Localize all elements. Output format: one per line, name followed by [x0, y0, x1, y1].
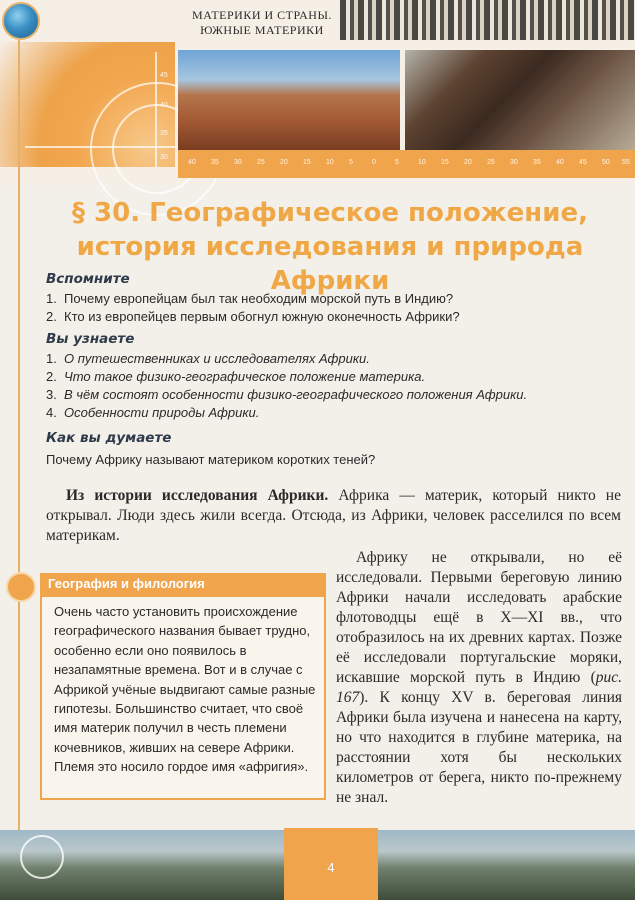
- section-line-1: МАТЕРИКИ И СТРАНЫ.: [192, 8, 332, 22]
- scale-number: 55: [622, 159, 630, 166]
- scale-number: 20: [464, 159, 472, 166]
- side-number: 35: [160, 130, 168, 137]
- history-paragraph: [336, 548, 622, 808]
- side-number: 40: [160, 102, 168, 109]
- recall-list: [46, 290, 626, 326]
- penguins-photo: [340, 0, 635, 40]
- title-line-2: история исследования и природа Африки: [76, 232, 584, 296]
- section-line-2: ЮЖНЫЕ МАТЕРИКИ: [200, 23, 324, 37]
- think-question: Почему Африку называют материком коротких теней?: [46, 452, 376, 467]
- scale-number: 0: [372, 159, 376, 166]
- think-heading: Как вы думаете: [46, 430, 172, 446]
- scale-number: 20: [280, 159, 288, 166]
- scale-number: 10: [418, 159, 426, 166]
- sidebox-text: Очень часто установить происхождение географического названия бывает трудно, особенно если оно появилось в незапамятные времена. Вот и в случае с Африкой учёные выдвигают самые разные гипотезы. Большинство считает, что своё имя материк получил в честь племени кочевников, живших на севере Африки. Племя это носило гордое имя «афригия».: [54, 604, 316, 775]
- list-item: 3. В чём состоят особенности физико-географического положения Африки.: [46, 387, 528, 402]
- scale-number: 40: [188, 159, 196, 166]
- list-item: 1. Почему европейцам был так необходим морской путь в Индию?: [46, 291, 454, 306]
- children-photo: [405, 50, 635, 150]
- scale-number: 40: [556, 159, 564, 166]
- intro-paragraph: [46, 486, 621, 546]
- section-header: [182, 8, 342, 38]
- intro-bold: Из истории исследования Африки.: [66, 487, 329, 504]
- compass-icon: [20, 835, 64, 879]
- scale-number: 30: [510, 159, 518, 166]
- scale-number: 5: [395, 159, 399, 166]
- learn-list: [46, 350, 626, 422]
- history-text-1: Африку не открывали, но её исследовали. Первыми береговую линию Африки начали исследовать арабские флотоводцы ещё в X—XI вв., что отобразилось на их древних картах. Позже её исследовали португальские моряки, искавшие морской путь в Индию (: [336, 549, 622, 686]
- scale-number: 45: [579, 159, 587, 166]
- scale-number: 50: [602, 159, 610, 166]
- recall-heading: Вспомните: [46, 271, 130, 287]
- degree-scale: [178, 150, 635, 178]
- page-number: 4: [327, 860, 335, 875]
- philology-icon: [6, 572, 36, 602]
- compass-icon: [0, 42, 175, 167]
- list-item: 2. Кто из европейцев первым обогнул южную оконечность Африки?: [46, 309, 460, 324]
- scale-number: 35: [533, 159, 541, 166]
- margin-line: [18, 40, 20, 870]
- scale-number: 15: [441, 159, 449, 166]
- list-item: 4. Особенности природы Африки.: [46, 405, 260, 420]
- history-text-2: ). К концу XV в. береговая линия Африки была изучена и нанесена на карту, но что находится в глубине материка, на расстоянии хотя бы нескольких километров от берега, никто по-прежнему не знал.: [336, 689, 622, 806]
- scale-number: 15: [303, 159, 311, 166]
- scale-number: 5: [349, 159, 353, 166]
- scale-number: 35: [211, 159, 219, 166]
- scale-number: 10: [326, 159, 334, 166]
- intro-text: Африка — материк, который никто не открывал. Люди здесь жили всегда. Отсюда, из Африки, человек расселился по всем материкам.: [46, 487, 621, 544]
- scale-number: 30: [234, 159, 242, 166]
- village-photo: [178, 50, 400, 150]
- side-number: 45: [160, 72, 168, 79]
- scale-number: 25: [257, 159, 265, 166]
- sidebox-title: География и филология: [40, 573, 326, 595]
- figure-reference: рис. 167: [336, 669, 622, 706]
- side-number: 30: [160, 154, 168, 161]
- list-item: 2. Что такое физико-географическое положение материка.: [46, 369, 426, 384]
- scale-number: 25: [487, 159, 495, 166]
- list-item: 1. О путешественниках и исследователях Африки.: [46, 351, 370, 366]
- globe-icon: [2, 2, 40, 40]
- learn-heading: Вы узнаете: [46, 331, 135, 347]
- title-line-1: § 30. Географическое положение,: [71, 198, 588, 228]
